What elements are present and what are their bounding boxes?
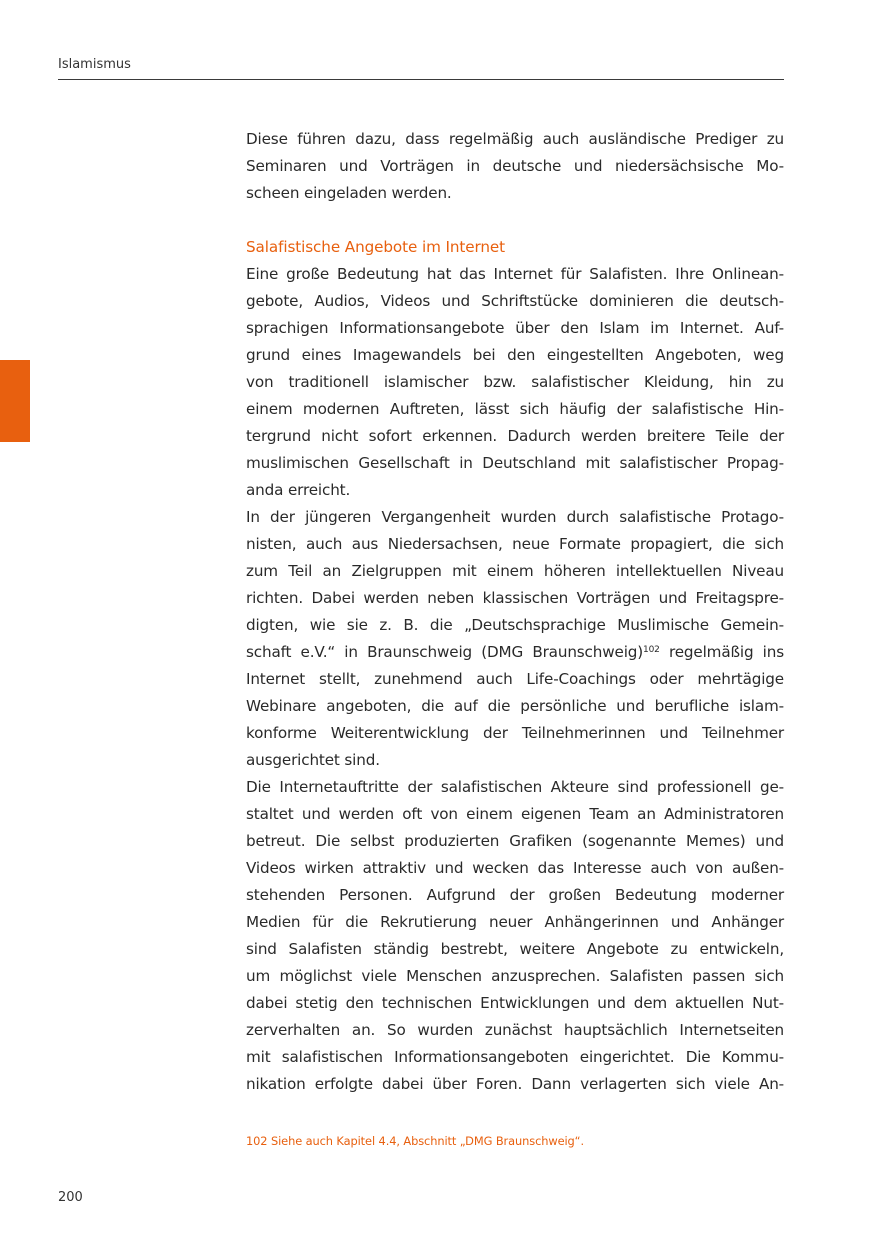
- footnote: [246, 1134, 584, 1148]
- header-rule: [58, 79, 784, 80]
- text-line: scheen eingeladen werden.: [246, 184, 452, 202]
- text-line: tergrund nicht sofort erkennen. Dadurch werden breitere Teile der: [246, 427, 784, 445]
- text-line: Eine große Bedeutung hat das Internet für Salafisten. Ihre Onlinean-: [246, 265, 784, 283]
- text-line: Videos wirken attraktiv und wecken das Interesse auch von außen-: [246, 859, 784, 877]
- text-line: anda erreicht.: [246, 481, 351, 499]
- text-segment: schaft e.V.“ in Braunschweig (DMG Braunschweig): [246, 643, 644, 661]
- page-number: 200: [58, 1190, 83, 1205]
- text-line: Internet stellt, zunehmend auch Life-Coachings oder mehrtägige: [246, 670, 784, 688]
- text-line: Webinare angeboten, die auf die persönliche und berufliche islam-: [246, 697, 784, 715]
- text-line: zerverhalten an. So wurden zunächst hauptsächlich Internetseiten: [246, 1021, 784, 1039]
- footnote-number: 102: [246, 1134, 268, 1148]
- text-line: sind Salafisten ständig bestrebt, weitere Angebote zu entwickeln,: [246, 940, 784, 958]
- text-line: Medien für die Rekrutierung neuer Anhängerinnen und Anhänger: [246, 913, 784, 931]
- text-line: muslimischen Gesellschaft in Deutschland mit salafistischer Propag-: [246, 454, 784, 472]
- text-line-with-footnote: [246, 639, 784, 666]
- text-line: staltet und werden oft von einem eigenen Team an Administratoren: [246, 805, 784, 823]
- text-line: einem modernen Auftreten, lässt sich häufig der salafistische Hin-: [246, 400, 784, 418]
- text-line: Diese führen dazu, dass regelmäßig auch ausländische Prediger zu: [246, 130, 784, 148]
- text-line: grund eines Imagewandels bei den eingestellten Angeboten, weg: [246, 346, 784, 364]
- text-line: nikation erfolgte dabei über Foren. Dann verlagerten sich viele An-: [246, 1075, 784, 1093]
- text-line: von traditionell islamischer bzw. salafistischer Kleidung, hin zu: [246, 373, 784, 391]
- text-line: um möglichst viele Menschen anzusprechen. Salafisten passen sich: [246, 967, 784, 985]
- text-line: stehenden Personen. Aufgrund der großen Bedeutung moderner: [246, 886, 784, 904]
- text-line: Seminaren und Vorträgen in deutsche und niedersächsische Mo-: [246, 157, 784, 175]
- text-line: mit salafistischen Informationsangeboten eingerichtet. Die Kommu-: [246, 1048, 784, 1066]
- text-line: richten. Dabei werden neben klassischen Vorträgen und Freitagspre-: [246, 589, 784, 607]
- text-line: nisten, auch aus Niedersachsen, neue Formate propagiert, die sich: [246, 535, 784, 553]
- text-line: betreut. Die selbst produzierten Grafiken (sogenannte Memes) und: [246, 832, 784, 850]
- chapter-tab-marker: [0, 360, 30, 442]
- text-line: gebote, Audios, Videos und Schriftstücke dominieren die deutsch-: [246, 292, 784, 310]
- text-line: konforme Weiterentwicklung der Teilnehmerinnen und Teilnehmer: [246, 724, 784, 742]
- text-line: digten, wie sie z. B. die „Deutschsprachige Muslimische Gemein-: [246, 616, 784, 634]
- running-head: Islamismus: [58, 57, 131, 72]
- footnote-reference: 102: [643, 645, 660, 655]
- text-line: Die Internetauftritte der salafistischen Akteure sind professionell ge-: [246, 778, 784, 796]
- footnote-text: Siehe auch Kapitel 4.4, Abschnitt „DMG Braunschweig“.: [270, 1134, 584, 1148]
- text-line: dabei stetig den technischen Entwicklungen und dem aktuellen Nut-: [246, 994, 784, 1012]
- text-line: In der jüngeren Vergangenheit wurden durch salafistische Protago-: [246, 508, 784, 526]
- text-segment: regelmäßig ins: [659, 643, 784, 661]
- section-heading: Salafistische Angebote im Internet: [246, 238, 505, 256]
- text-line: ausgerichtet sind.: [246, 751, 380, 769]
- text-line: sprachigen Informationsangebote über den Islam im Internet. Auf-: [246, 319, 784, 337]
- text-line: zum Teil an Zielgruppen mit einem höheren intellektuellen Niveau: [246, 562, 784, 580]
